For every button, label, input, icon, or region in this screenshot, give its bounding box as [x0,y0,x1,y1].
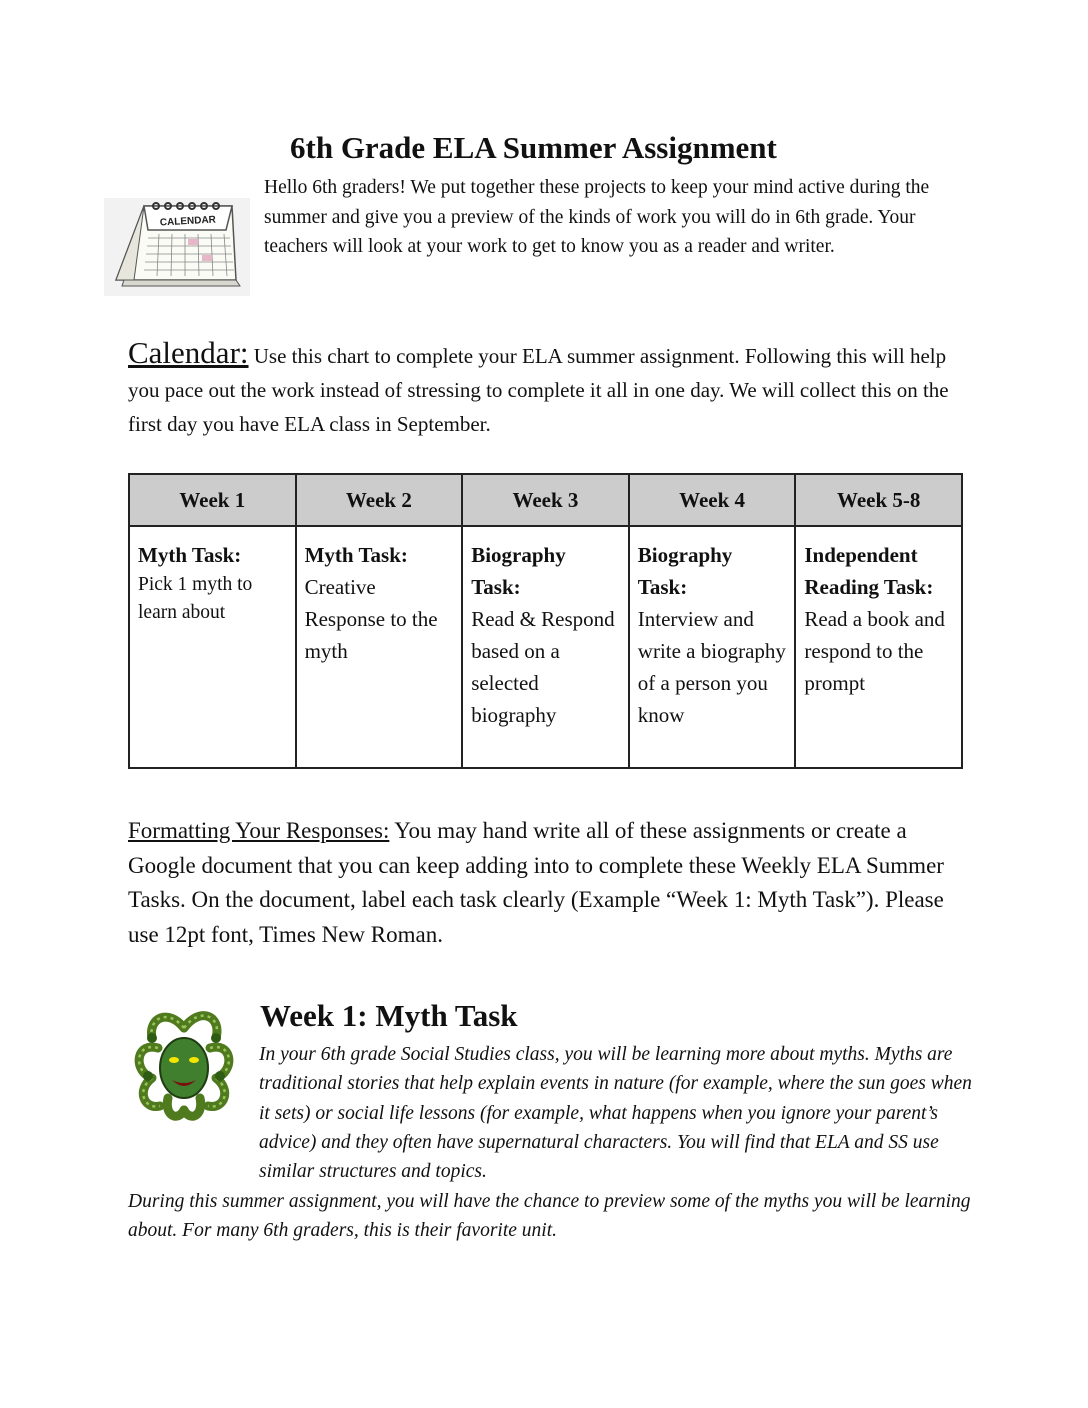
page-title: 6th Grade ELA Summer Assignment [290,130,777,165]
cell-week-1 [129,526,296,768]
cell-week-3 [462,526,629,768]
task-title: Myth Task: [304,543,408,567]
header-week-1: Week 1 [129,474,296,526]
header-week-2: Week 2 [296,474,463,526]
task-description: Interview and write a biography of a person you know [637,607,786,727]
medusa-icon [128,998,240,1126]
week1-continued-paragraph: During this summer assignment, you will have the chance to preview some of the myths you will be learning about. For many 6th graders, this is their favorite unit. [128,1191,971,1242]
task-title: Independent Reading Task: [804,543,934,599]
header-week-4: Week 4 [629,474,796,526]
calendar-text: Use this chart to complete your ELA summer assignment. Following this will help you pace out the work instead of stressing to complete it all in one day. We will collect this on the first day you have ELA class in September. [128,344,949,436]
table-header-row [129,474,962,526]
intro-paragraph: Hello 6th graders! We put together these projects to keep your mind active during the summer and give you a preview of the kinds of work you will do in 6th grade. Your teachers will look at your work to get to know you as a reader and writer. [264,177,930,257]
cell-week-2 [296,526,463,768]
calendar-heading: Calendar: [128,335,249,370]
calendar-icon [104,198,250,296]
header-week-3: Week 3 [462,474,629,526]
calendar-section [128,336,968,441]
task-description: Pick 1 myth to learn about [138,574,253,623]
formatting-section [128,814,973,952]
task-description: Read & Respond based on a selected biography [471,607,615,727]
task-title: Biography Task: [471,543,566,599]
week1-heading: Week 1: Myth Task [260,998,518,1033]
task-description: Creative Response to the myth [304,575,438,663]
formatting-text: You may hand write all of these assignments or create a Google document that you can keep adding into to complete these Weekly ELA Summer Tasks. On the document, label each task clearly (Example “Week 1: Myth Task”). Please use 12pt font, Times New Roman. [128,818,944,947]
task-title: Myth Task: [138,543,242,567]
cell-week-5-8 [795,526,962,768]
formatting-heading: Formatting Your Responses: [128,818,390,843]
weekly-schedule-table [128,473,963,769]
table-row [129,526,962,768]
task-description: Read a book and respond to the prompt [804,607,945,695]
svg-text:CALENDAR: CALENDAR [159,214,217,229]
week1-intro-paragraph: In your 6th grade Social Studies class, you will be learning more about myths. Myths are traditional stories that help explain events in nature (for example, where the sun goes when it sets) or social life lessons (for example, what happens when you ignore your parent’s advice) and they often have supernatural characters. You will find that ELA and SS use similar structures and topics. [259,1044,972,1183]
task-title: Biography Task: [637,543,733,599]
header-week-5-8: Week 5-8 [795,474,962,526]
cell-week-4 [629,526,796,768]
